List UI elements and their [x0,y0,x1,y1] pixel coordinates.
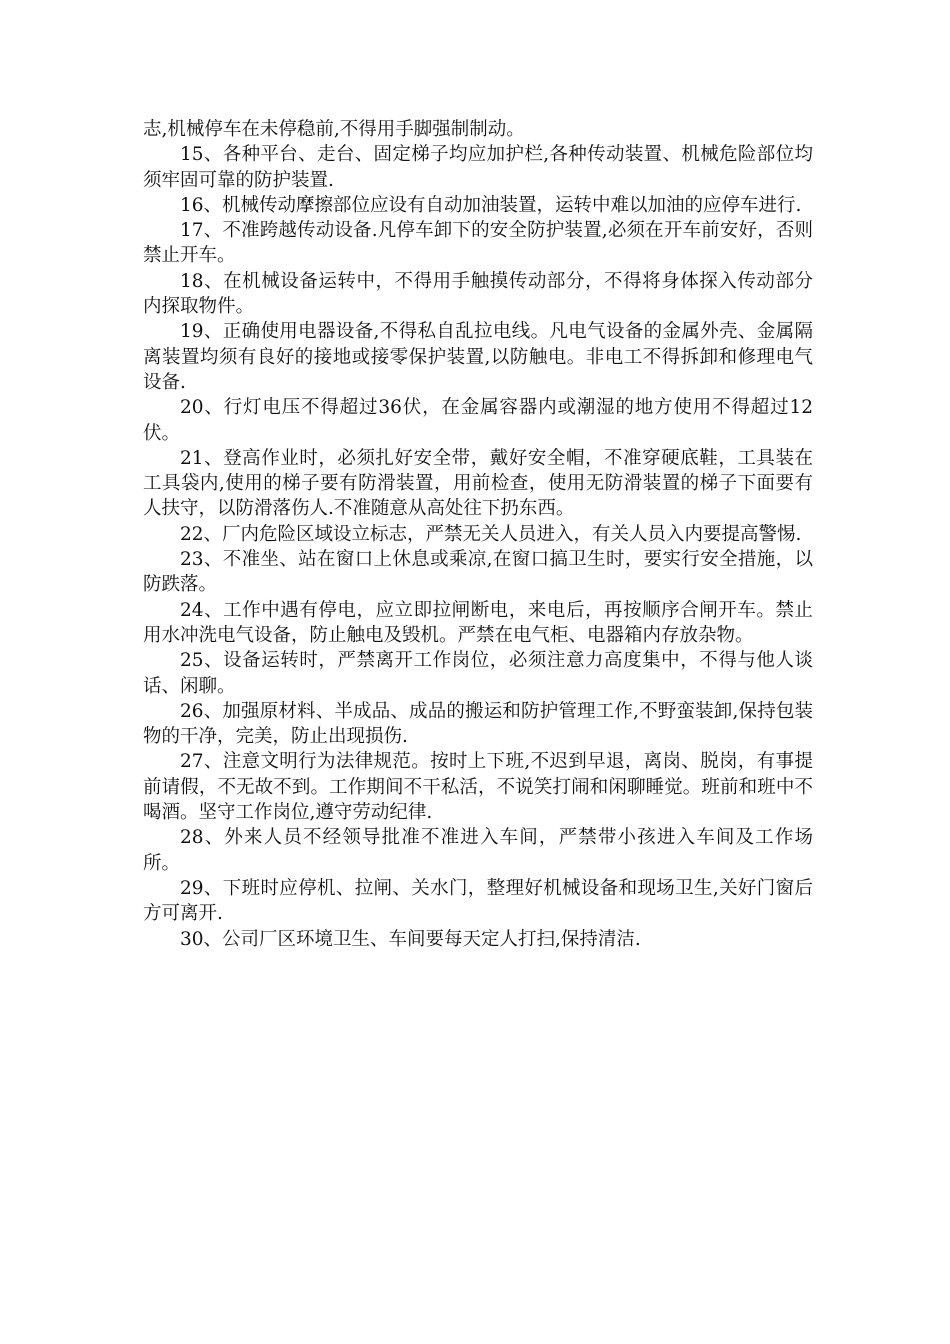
paragraph-continuation: 志,机械停车在未停稳前,不得用手脚强制制动。 [143,119,525,140]
document-body [143,117,813,952]
paragraph-item-17: 17、不准跨越传动设备.凡停车卸下的安全防护装置,必须在开车前安好，否则禁止开车。 [143,220,813,267]
paragraph-item-30: 30、公司厂区环境卫生、车间要每天定人打扫,保持清洁. [180,928,641,950]
paragraph-item-15: 15、各种平台、走台、固定梯子均应加护栏,各种传动装置、机械危险部位均须牢固可靠的防护装置. [143,144,813,191]
paragraph-item-27: 27、注意文明行为法律规范。按时上下班,不迟到早退，离岗、脱岗，有事提前请假，不无故不到。工作期间不干私活，不说笑打闹和闲聊睡觉。班前和班中不喝酒。坚守工作岗位,遵守劳动纪律. [143,751,813,824]
paragraph-item-26: 26、加强原材料、半成品、成品的搬运和防护管理工作,不野蛮装卸,保持包装物的干净，完美，防止出现损伤. [143,700,813,748]
paragraph-item-22: 22、厂内危险区域设立标志，严禁无关人员进入，有关人员入内要提高警惕. [180,523,802,545]
paragraph-item-18: 18、在机械设备运转中，不得用手触摸传动部分，不得将身体探入传动部分内探取物件。 [143,270,813,318]
paragraph-item-25: 25、设备运转时，严禁离开工作岗位，必须注意力高度集中，不得与他人谈话、闲聊。 [143,650,813,697]
paragraph-item-20: 20、行灯电压不得超过36伏，在金属容器内或潮湿的地方使用不得超过12伏。 [143,397,813,444]
paragraph-item-29: 29、下班时应停机、拉闸、关水门，整理好机械设备和现场卫生,关好门窗后方可离开. [143,877,813,925]
paragraph-item-16: 16、机械传动摩擦部位应设有自动加油装置，运转中难以加油的应停车进行. [180,194,802,216]
paragraph-item-23: 23、不准坐、站在窗口上休息或乘凉,在窗口搞卫生时，要实行安全措施，以防跌落。 [143,549,813,596]
paragraph-item-21: 21、登高作业时，必须扎好安全带，戴好安全帽，不准穿硬底鞋，工具装在工具袋内,使用的梯子要有防滑装置，用前检查，使用无防滑装置的梯子下面要有人扶守，以防滑落伤人.不准随意从高处往下扔东西。 [143,447,813,520]
paragraph-item-24: 24、工作中遇有停电，应立即拉闸断电，来电后，再按顺序合闸开车。禁止用水冲洗电气设备，防止触电及毁机。严禁在电气柜、电器箱内存放杂物。 [143,599,813,646]
paragraph-item-28: 28、外来人员不经领导批准不准进入车间，严禁带小孩进入车间及工作场所。 [143,827,813,874]
paragraph-item-19: 19、正确使用电器设备,不得私自乱拉电线。凡电气设备的金属外壳、金属隔离装置均须有良好的接地或接零保护装置,以防触电。非电工不得拆卸和修理电气设备. [143,321,813,393]
